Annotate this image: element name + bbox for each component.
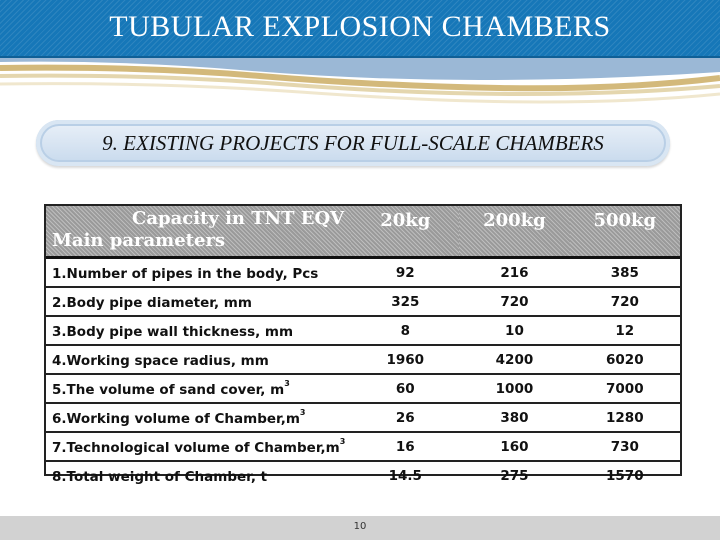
value-cell: 12 xyxy=(570,316,680,345)
column-header: 20kg xyxy=(351,206,459,258)
value-cell: 380 xyxy=(459,403,569,432)
row-label: 3.Body pipe wall thickness, mm xyxy=(52,324,294,340)
row-label-cell xyxy=(46,345,351,374)
table-row xyxy=(46,287,680,316)
value-cell: 1000 xyxy=(459,374,569,403)
value-cell: 26 xyxy=(351,403,459,432)
title-bar xyxy=(0,0,720,58)
row-label: 8.Total weight of Chamber, t xyxy=(52,469,268,485)
unit-superscript: 3 xyxy=(299,408,306,417)
table-row xyxy=(46,432,680,461)
row-label-cell xyxy=(46,287,351,316)
unit-superscript: 3 xyxy=(284,379,290,388)
value-cell: 720 xyxy=(459,287,569,316)
value-cell: 14.5 xyxy=(388,467,422,484)
table-row xyxy=(46,258,680,288)
value-cell: 92 xyxy=(351,258,459,288)
row-label: 6.Working volume of Chamber,m xyxy=(52,411,300,427)
table-row xyxy=(46,345,680,374)
value-cell: 216 xyxy=(459,258,569,288)
table-row xyxy=(46,403,680,432)
value-cell: 1570 xyxy=(606,467,644,484)
value-cell: 7000 xyxy=(570,374,680,403)
decorative-wave-band xyxy=(0,58,720,108)
row-label: 2.Body pipe diameter, mm xyxy=(52,295,252,311)
value-cell: 325 xyxy=(351,287,459,316)
value-cell: 60 xyxy=(351,374,459,403)
row-label-cell xyxy=(46,403,351,432)
value-cell: 16 xyxy=(351,432,459,461)
subtitle-text: 9. EXISTING PROJECTS FOR FULL-SCALE CHAMBERS xyxy=(102,131,604,155)
value-cell: 385 xyxy=(570,258,680,288)
subtitle-banner xyxy=(36,120,670,166)
table-header-row xyxy=(46,206,680,258)
row-label-cell xyxy=(46,316,351,345)
value-cell: 160 xyxy=(459,432,569,461)
main-parameters-header: Main parameters xyxy=(52,230,226,251)
row-label-cell xyxy=(46,432,351,461)
capacity-header: Capacity in TNT EQV xyxy=(132,208,345,229)
value-cell: 8 xyxy=(351,316,459,345)
table-row xyxy=(46,374,680,403)
page-number: 10 xyxy=(353,521,367,532)
table-row xyxy=(46,461,680,489)
header-label-cell xyxy=(46,206,351,258)
row-label: 4.Working space radius, mm xyxy=(52,353,269,369)
parameters-table xyxy=(44,204,682,485)
row-label: 7.Technological volume of Chamber,m xyxy=(52,440,340,456)
value-cell: 10 xyxy=(459,316,569,345)
unit-superscript: 3 xyxy=(339,437,346,446)
row-label-cell xyxy=(46,258,351,288)
value-cell: 730 xyxy=(570,432,680,461)
value-cell: 275 xyxy=(500,467,529,484)
row-label: 5.The volume of sand cover, m xyxy=(52,382,285,398)
column-header: 200kg xyxy=(459,206,569,258)
value-cell: 1960 xyxy=(351,345,459,374)
column-header: 500kg xyxy=(570,206,680,258)
row-label-cell xyxy=(46,461,351,489)
value-cell: 4200 xyxy=(459,345,569,374)
value-cell: 6020 xyxy=(570,345,680,374)
row-label: 1.Number of pipes in the body, Pcs xyxy=(52,266,319,282)
value-cell: 1280 xyxy=(570,403,680,432)
value-cell: 720 xyxy=(570,287,680,316)
slide-title: TUBULAR EXPLOSION CHAMBERS xyxy=(109,10,611,43)
row-label-cell xyxy=(46,374,351,403)
table-row xyxy=(46,316,680,345)
